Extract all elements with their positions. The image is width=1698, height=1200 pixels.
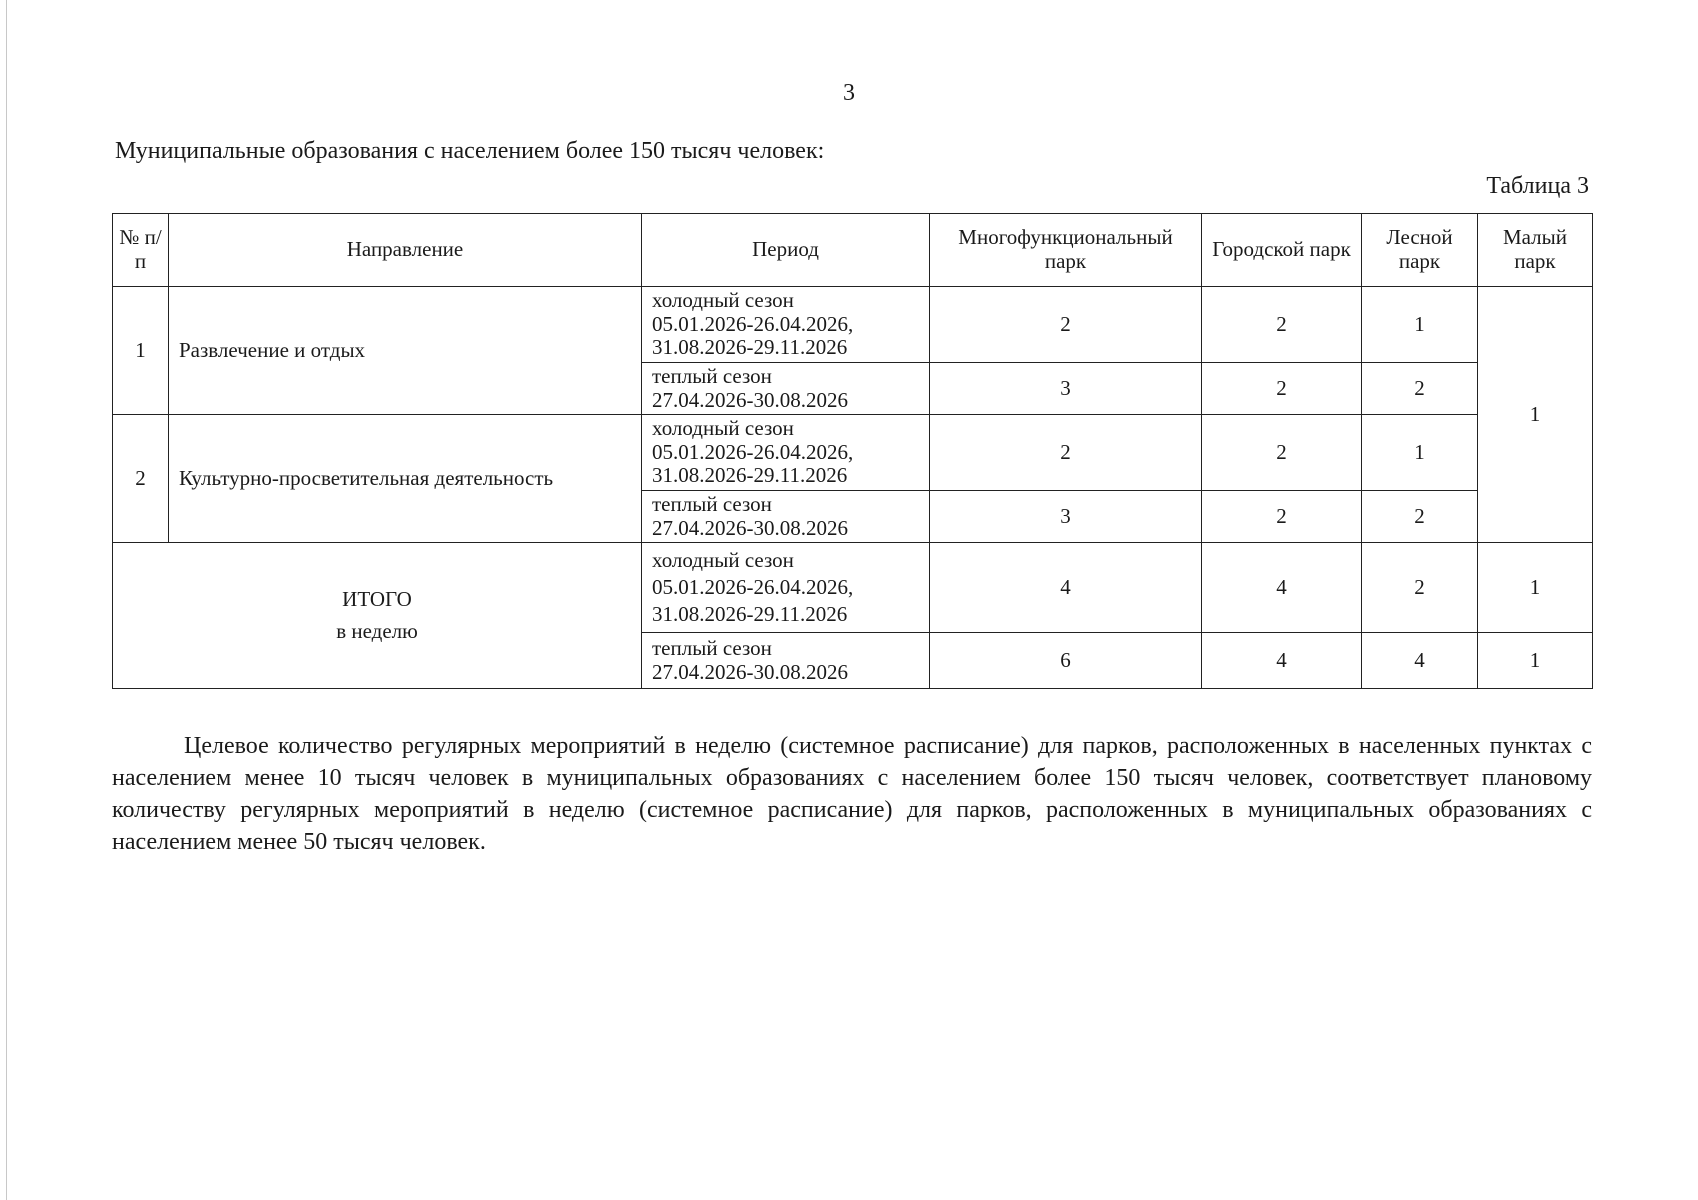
- period-cold-range-1: 05.01.2026-26.04.2026,: [652, 574, 854, 599]
- period-warm-label: теплый сезон: [652, 636, 772, 661]
- page-number: 3: [843, 80, 855, 106]
- row-num: 1: [113, 287, 169, 415]
- value-forest: 2: [1362, 491, 1478, 543]
- total-row: [113, 543, 1593, 633]
- total-value-small: 1: [1478, 633, 1593, 689]
- period-warm-label: теплый сезон: [652, 492, 772, 517]
- total-value-forest: 4: [1362, 633, 1478, 689]
- value-multi: 2: [930, 287, 1202, 363]
- total-value-small: 1: [1478, 543, 1593, 633]
- header-small-park: Малый парк: [1478, 214, 1593, 287]
- value-city: 2: [1202, 287, 1362, 363]
- row-direction: Культурно-просветительная деятельность: [169, 415, 642, 543]
- period-warm: [642, 633, 930, 689]
- total-value-multi: 6: [930, 633, 1202, 689]
- table-caption: Таблица 3: [1486, 173, 1589, 199]
- value-city: 2: [1202, 415, 1362, 491]
- period-cold: [642, 287, 930, 363]
- period-warm: [642, 491, 930, 543]
- total-value-multi: 4: [930, 543, 1202, 633]
- table-row: [113, 415, 1593, 491]
- header-city-park: Городской парк: [1202, 214, 1362, 287]
- total-value-city: 4: [1202, 633, 1362, 689]
- period-cold-label: холодный сезон: [652, 547, 794, 572]
- period-cold-range-1: 05.01.2026-26.04.2026,: [652, 439, 854, 464]
- table-header-row: [113, 214, 1593, 287]
- value-city: 2: [1202, 491, 1362, 543]
- period-warm-range: 27.04.2026-30.08.2026: [652, 387, 848, 412]
- intro-heading: Муниципальные образования с населением более 150 тысяч человек:: [115, 138, 825, 164]
- period-cold: [642, 543, 930, 633]
- total-value-city: 4: [1202, 543, 1362, 633]
- value-forest: 1: [1362, 415, 1478, 491]
- value-multi: 3: [930, 363, 1202, 415]
- period-cold-range-2: 31.08.2026-29.11.2026: [652, 602, 848, 627]
- period-warm-range: 27.04.2026-30.08.2026: [652, 659, 848, 684]
- total-value-forest: 2: [1362, 543, 1478, 633]
- header-direction: Направление: [169, 214, 642, 287]
- total-label-2: в неделю: [336, 618, 418, 643]
- row-num: 2: [113, 415, 169, 543]
- total-label-1: ИТОГО: [342, 587, 412, 612]
- header-forest-park: Лесной парк: [1362, 214, 1478, 287]
- period-warm-label: теплый сезон: [652, 364, 772, 388]
- value-small-merged: 1: [1478, 287, 1593, 543]
- value-multi: 2: [930, 415, 1202, 491]
- value-forest: 1: [1362, 287, 1478, 363]
- parks-events-table: [112, 213, 1593, 689]
- period-cold: [642, 415, 930, 491]
- row-direction: Развлечение и отдых: [169, 287, 642, 415]
- period-cold-range-1: 05.01.2026-26.04.2026,: [652, 311, 854, 336]
- header-num: № п/п: [113, 214, 169, 287]
- value-forest: 2: [1362, 363, 1478, 415]
- period-cold-label: холодный сезон: [652, 416, 794, 441]
- period-warm-range: 27.04.2026-30.08.2026: [652, 515, 848, 540]
- table-row: [113, 287, 1593, 363]
- value-city: 2: [1202, 363, 1362, 415]
- page-edge-line: [6, 0, 7, 1200]
- body-paragraph: Целевое количество регулярных мероприятий в неделю (системное расписание) для парков, расположенных в населенных пунктах с населением менее 10 тысяч человек в муниципальных образованиях с населением более 150 тысяч человек, соответствует плановому количеству регулярных мероприятий в неделю (системное расписание) для парков, расположенных в муниципальных образованиях с населением менее 50 тысяч человек.: [112, 733, 1592, 855]
- header-period: Период: [642, 214, 930, 287]
- period-cold-label: холодный сезон: [652, 288, 794, 313]
- value-multi: 3: [930, 491, 1202, 543]
- period-warm: [642, 363, 930, 415]
- period-cold-range-2: 31.08.2026-29.11.2026: [652, 463, 848, 488]
- total-label: [113, 543, 642, 689]
- period-cold-range-2: 31.08.2026-29.11.2026: [652, 335, 848, 360]
- header-multifunctional-park: Многофункциональный парк: [930, 214, 1202, 287]
